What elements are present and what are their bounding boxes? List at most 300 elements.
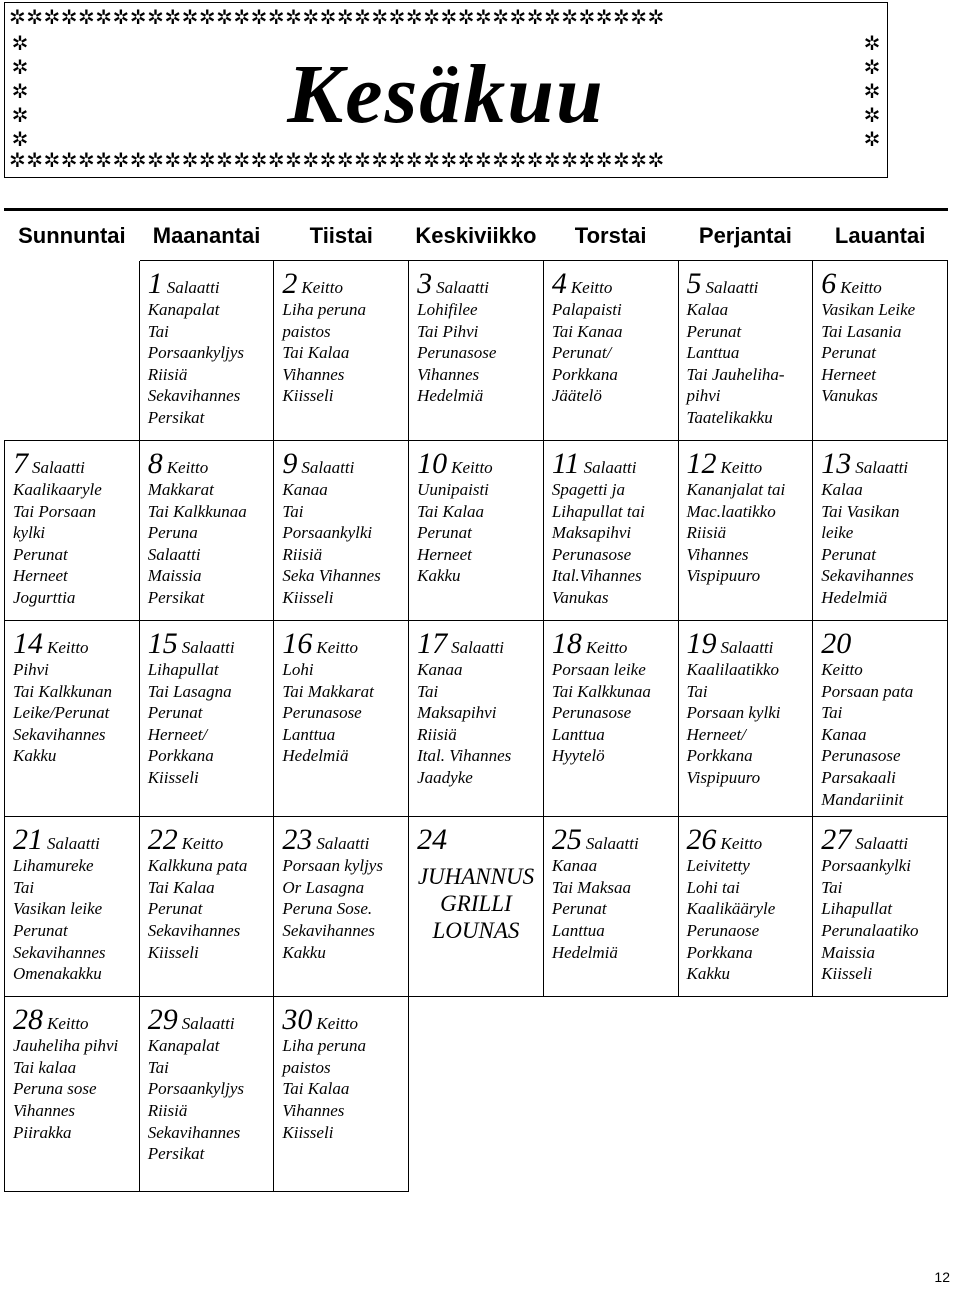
menu-lines bbox=[13, 659, 131, 767]
menu-item: Lanttua bbox=[282, 724, 336, 744]
menu-item: paistos bbox=[282, 321, 331, 341]
day-number: 19 bbox=[686, 627, 717, 660]
empty-day-cell bbox=[678, 997, 813, 1192]
menu-item: Tai Makkarat bbox=[282, 681, 374, 701]
day-cell bbox=[813, 621, 948, 817]
menu-item: Hedelmiä bbox=[821, 587, 888, 607]
menu-lines bbox=[417, 479, 535, 587]
day-number: 3 bbox=[417, 267, 433, 300]
menu-item: Jäätelö bbox=[551, 386, 602, 406]
menu-item: Palapaisti bbox=[551, 300, 622, 319]
day-cell bbox=[5, 817, 140, 997]
menu-item: Riisiä bbox=[147, 1100, 188, 1120]
menu-item: Perunaose bbox=[686, 920, 760, 940]
menu-item: Hedelmiä bbox=[417, 386, 484, 406]
menu-lines bbox=[417, 863, 535, 944]
menu-item: Tai Lasania bbox=[821, 321, 902, 341]
menu-lines bbox=[13, 479, 131, 609]
menu-item: Pihvi bbox=[13, 660, 49, 679]
day-number: 26 bbox=[686, 823, 717, 857]
menu-item: Perunat bbox=[13, 544, 68, 564]
week-row bbox=[5, 817, 948, 997]
day-number: 14 bbox=[13, 627, 43, 660]
weekday-header-row bbox=[5, 212, 948, 261]
day-heading bbox=[417, 269, 535, 299]
menu-lines bbox=[148, 1035, 266, 1165]
day-heading bbox=[687, 825, 805, 855]
menu-item: Vanukas bbox=[551, 587, 609, 607]
weekday-header: Tiistai bbox=[309, 223, 373, 248]
meal-type-label: Salaatti bbox=[166, 278, 220, 297]
day-number: 2 bbox=[282, 267, 298, 300]
menu-item: Porsaankyljys bbox=[147, 343, 245, 363]
day-heading bbox=[821, 629, 939, 659]
menu-item: Kanapalat bbox=[147, 1036, 220, 1056]
day-heading bbox=[282, 629, 400, 659]
menu-item: Kiisseli bbox=[282, 1122, 334, 1142]
day-cell bbox=[274, 817, 409, 997]
menu-item: Porsaankylki bbox=[821, 856, 911, 876]
menu-item: Kananjalat tai bbox=[686, 480, 786, 499]
menu-item: Sekavihannes bbox=[147, 386, 241, 406]
meal-type-label: Keitto bbox=[166, 458, 209, 477]
meal-type-label: Salaatti bbox=[583, 458, 637, 477]
meal-type-label: Keitto bbox=[301, 278, 343, 297]
menu-item: Kanaa bbox=[821, 724, 867, 744]
menu-item: Kiisseli bbox=[147, 767, 199, 787]
weekday-header: Lauantai bbox=[834, 223, 926, 248]
menu-item: Kiisseli bbox=[147, 942, 199, 962]
day-number: 28 bbox=[13, 1003, 43, 1037]
day-heading bbox=[148, 825, 266, 855]
meal-type-label: Keitto bbox=[47, 638, 89, 657]
day-cell bbox=[274, 621, 409, 817]
menu-item: Liha peruna bbox=[282, 1036, 366, 1056]
meal-type-label: Salaatti bbox=[585, 834, 639, 854]
menu-item: Jaadyke bbox=[417, 767, 473, 787]
menu-item: Keitto bbox=[821, 660, 863, 679]
day-heading bbox=[282, 269, 400, 299]
menu-item: Seka Vihannes bbox=[282, 566, 381, 586]
menu-item: Perunalaatiko bbox=[821, 920, 919, 940]
menu-item: Hedelmiä bbox=[282, 746, 349, 766]
day-number: 7 bbox=[13, 447, 28, 480]
menu-item: Mac.laatikko bbox=[686, 501, 776, 521]
menu-lines bbox=[282, 855, 400, 963]
day-heading bbox=[552, 269, 670, 299]
menu-lines bbox=[282, 479, 400, 609]
menu-item: Hyytelö bbox=[551, 746, 605, 766]
day-number: 13 bbox=[821, 447, 852, 480]
decoration-star-icon: ✲ bbox=[11, 55, 29, 79]
menu-item: Kakku bbox=[686, 964, 730, 984]
month-title: Kesäkuu bbox=[287, 48, 605, 141]
menu-item: Kaalikaaryle bbox=[13, 480, 102, 499]
menu-item: Taatelikakku bbox=[686, 407, 773, 427]
menu-item: Leike/Perunat bbox=[13, 703, 110, 723]
menu-item: Jauheliha pihvi bbox=[13, 1036, 119, 1056]
menu-item: Tai bbox=[821, 877, 843, 897]
menu-lines bbox=[282, 1035, 400, 1143]
menu-item: Herneet bbox=[417, 544, 472, 564]
menu-item: Tai Kalaa bbox=[282, 343, 350, 363]
menu-item: Mandariinit bbox=[821, 789, 904, 809]
day-cell bbox=[409, 817, 544, 997]
menu-item: Ital. Vihannes bbox=[417, 746, 512, 766]
menu-item: Tai bbox=[821, 703, 843, 723]
day-heading bbox=[148, 1005, 266, 1035]
day-number: 20 bbox=[821, 627, 852, 660]
menu-item: Tai Maksaa bbox=[551, 877, 632, 897]
day-number: 22 bbox=[147, 823, 178, 857]
day-cell bbox=[139, 621, 274, 817]
menu-lines bbox=[821, 659, 939, 810]
decoration-border-bottom: ✲✲✲✲✲✲✲✲✲✲✲✲✲✲✲✲✲✲✲✲✲✲✲✲✲✲✲✲✲✲✲✲✲✲✲✲✲✲ bbox=[9, 149, 665, 171]
menu-item: Sekavihannes bbox=[147, 1122, 241, 1142]
menu-item: Perunasose bbox=[282, 703, 362, 723]
menu-item: Kalkkuna pata bbox=[147, 856, 248, 876]
decoration-star-icon: ✲ bbox=[11, 127, 29, 151]
day-heading bbox=[148, 269, 266, 299]
header-rule bbox=[4, 208, 948, 211]
day-number: 11 bbox=[551, 447, 580, 480]
menu-item: JUHANNUS bbox=[417, 864, 535, 890]
menu-item: Porsaankylki bbox=[282, 523, 373, 543]
menu-item: Kakku bbox=[417, 566, 461, 586]
day-number: 21 bbox=[13, 823, 43, 857]
menu-item: Riisiä bbox=[417, 724, 457, 744]
menu-item: paistos bbox=[282, 1057, 331, 1077]
menu-item: Vihannes bbox=[686, 544, 749, 564]
meal-type-label: Salaatti bbox=[436, 278, 490, 297]
day-number: 29 bbox=[147, 1003, 178, 1037]
day-cell bbox=[543, 441, 678, 621]
menu-item: Perunasose bbox=[821, 746, 901, 766]
menu-item: GRILLI bbox=[440, 891, 512, 917]
empty-day-cell bbox=[543, 997, 678, 1192]
day-cell bbox=[274, 441, 409, 621]
menu-item: Lihapullat bbox=[821, 899, 893, 919]
menu-lines bbox=[552, 299, 670, 407]
meal-type-label: Keitto bbox=[585, 638, 628, 657]
menu-item: Kanaa bbox=[417, 660, 463, 679]
menu-item: Maksapihvi bbox=[417, 703, 497, 723]
menu-item: Herneet/ bbox=[686, 724, 746, 744]
day-heading bbox=[13, 449, 131, 479]
day-cell bbox=[409, 441, 544, 621]
day-number: 9 bbox=[282, 447, 298, 480]
meal-type-label: Salaatti bbox=[316, 834, 370, 854]
menu-item: kylki bbox=[13, 523, 46, 543]
day-cell bbox=[678, 261, 813, 441]
day-cell bbox=[678, 621, 813, 817]
meal-type-label: Keitto bbox=[570, 278, 613, 297]
menu-item: Lohifilee bbox=[417, 300, 478, 319]
menu-item: Sekavihannes bbox=[147, 920, 241, 940]
day-number: 8 bbox=[147, 447, 163, 480]
day-cell bbox=[139, 997, 274, 1192]
meal-type-label: Keitto bbox=[181, 834, 224, 854]
day-heading bbox=[13, 825, 131, 855]
menu-item: Herneet bbox=[13, 566, 68, 586]
day-number: 5 bbox=[686, 267, 702, 300]
menu-item: Lanttua bbox=[551, 920, 605, 940]
day-heading bbox=[821, 269, 939, 299]
day-number: 1 bbox=[147, 267, 163, 300]
menu-item: Tai bbox=[282, 501, 304, 521]
menu-item: Tai Kalaa bbox=[282, 1079, 350, 1099]
day-cell bbox=[139, 261, 274, 441]
menu-item: Kanaa bbox=[551, 856, 598, 876]
meal-type-label: Keitto bbox=[451, 458, 493, 477]
weekday-header: Sunnuntai bbox=[18, 223, 126, 248]
menu-item: Liha peruna bbox=[282, 300, 366, 319]
menu-item: Perunasose bbox=[417, 343, 497, 363]
menu-lines bbox=[148, 479, 266, 609]
day-cell bbox=[274, 997, 409, 1192]
meal-type-label: Keitto bbox=[316, 1014, 358, 1034]
menu-item: Perunat bbox=[417, 523, 472, 543]
menu-lines bbox=[417, 299, 535, 407]
day-cell bbox=[409, 621, 544, 817]
week-row bbox=[5, 621, 948, 817]
menu-item: Tai Kanaa bbox=[551, 321, 623, 341]
menu-item: Vasikan Leike bbox=[821, 300, 916, 319]
day-cell bbox=[678, 817, 813, 997]
day-heading bbox=[13, 1005, 131, 1035]
menu-item: Makkarat bbox=[147, 480, 214, 499]
menu-lines bbox=[148, 299, 266, 429]
day-cell bbox=[139, 817, 274, 997]
decoration-star-icon: ✲ bbox=[863, 55, 881, 79]
menu-item: Tai bbox=[147, 321, 169, 341]
menu-item: Tai kalaa bbox=[13, 1057, 77, 1077]
menu-lines bbox=[552, 479, 670, 609]
menu-item: Lihamureke bbox=[13, 856, 94, 876]
menu-item: Tai Kalaa bbox=[417, 501, 485, 521]
menu-item: Perunat/ bbox=[551, 343, 612, 363]
menu-item: Porsaan leike bbox=[551, 660, 646, 679]
menu-item: Kakku bbox=[282, 942, 326, 962]
menu-item: Sekavihannes bbox=[282, 920, 375, 940]
menu-item: Perunat bbox=[686, 321, 742, 341]
menu-item: Sekavihannes bbox=[13, 942, 106, 962]
calendar-body bbox=[5, 261, 948, 1192]
day-cell bbox=[678, 441, 813, 621]
weekday-header: Maanantai bbox=[152, 223, 261, 248]
day-heading bbox=[552, 449, 670, 479]
meal-type-label: Salaatti bbox=[181, 1014, 235, 1034]
meal-type-label: Keitto bbox=[47, 1014, 89, 1034]
day-heading bbox=[417, 449, 535, 479]
menu-item: Lanttua bbox=[551, 724, 605, 744]
day-cell bbox=[543, 621, 678, 817]
day-cell bbox=[543, 817, 678, 997]
menu-item: Riisiä bbox=[686, 523, 727, 543]
meal-type-label: Salaatti bbox=[181, 638, 235, 657]
menu-item: Kaalikääryle bbox=[686, 899, 776, 919]
menu-item: Lihapullat bbox=[147, 660, 219, 679]
menu-item: Salaatti bbox=[147, 544, 201, 564]
menu-item: Persikat bbox=[147, 587, 205, 607]
menu-item: Peruna Sose. bbox=[282, 899, 373, 919]
menu-item: Vanukas bbox=[821, 386, 878, 406]
day-heading bbox=[282, 1005, 400, 1035]
menu-item: Kakku bbox=[13, 746, 57, 766]
day-heading bbox=[13, 629, 131, 659]
day-number: 16 bbox=[282, 627, 313, 660]
day-heading bbox=[148, 449, 266, 479]
week-row bbox=[5, 441, 948, 621]
decoration-star-icon: ✲ bbox=[863, 79, 881, 103]
decoration-star-icon: ✲ bbox=[11, 31, 29, 55]
week-row bbox=[5, 997, 948, 1192]
menu-lines bbox=[687, 659, 805, 789]
empty-day-cell bbox=[5, 261, 140, 441]
decoration-star-icon: ✲ bbox=[863, 103, 881, 127]
menu-item: Maksapihvi bbox=[551, 523, 632, 543]
day-number: 10 bbox=[417, 447, 448, 480]
menu-item: Perunat bbox=[13, 920, 68, 940]
menu-item: Tai Kalaa bbox=[147, 877, 215, 897]
day-cell bbox=[409, 261, 544, 441]
menu-item: Spagetti ja bbox=[551, 480, 626, 499]
day-number: 23 bbox=[282, 823, 313, 857]
menu-item: Piirakka bbox=[13, 1122, 72, 1142]
day-cell bbox=[543, 261, 678, 441]
day-cell bbox=[813, 441, 948, 621]
menu-item: Uunipaisti bbox=[417, 480, 489, 499]
menu-item: Porsaankyljys bbox=[147, 1079, 245, 1099]
day-number: 6 bbox=[821, 267, 837, 300]
menu-item: Leivitetty bbox=[686, 856, 750, 876]
page-number: 12 bbox=[934, 1269, 950, 1285]
menu-item: LOUNAS bbox=[432, 918, 520, 944]
menu-item: Porkkana bbox=[551, 364, 618, 384]
menu-lines bbox=[282, 659, 400, 767]
day-heading bbox=[687, 449, 805, 479]
menu-lines bbox=[282, 299, 400, 407]
menu-item: Perunat bbox=[147, 899, 203, 919]
menu-item: Porsaan kylki bbox=[686, 703, 781, 723]
empty-day-cell bbox=[409, 997, 544, 1192]
day-number: 25 bbox=[551, 823, 582, 857]
day-cell bbox=[274, 261, 409, 441]
meal-type-label: Salaatti bbox=[451, 638, 505, 657]
menu-item: Kalaa bbox=[821, 480, 863, 499]
menu-calendar bbox=[4, 212, 948, 1192]
menu-item: Porsaan pata bbox=[821, 681, 914, 701]
menu-item: Perunat bbox=[821, 544, 876, 564]
meal-type-label: Salaatti bbox=[32, 458, 85, 477]
weekday-header: Perjantai bbox=[698, 223, 792, 248]
menu-lines bbox=[13, 855, 131, 985]
menu-lines bbox=[552, 855, 670, 963]
empty-day-cell bbox=[813, 997, 948, 1192]
menu-item: leike bbox=[821, 523, 854, 543]
day-heading bbox=[821, 825, 939, 855]
menu-lines bbox=[687, 855, 805, 985]
menu-item: Perunat bbox=[147, 703, 203, 723]
menu-item: Vasikan leike bbox=[13, 899, 103, 919]
day-number: 24 bbox=[417, 823, 448, 857]
menu-lines bbox=[821, 855, 939, 985]
menu-lines bbox=[417, 659, 535, 789]
menu-item: Riisiä bbox=[147, 364, 188, 384]
menu-item: Porsaan kyljys bbox=[282, 856, 383, 876]
day-heading bbox=[417, 825, 535, 855]
menu-item: Tai Porsaan bbox=[13, 501, 96, 521]
menu-item: Sekavihannes bbox=[821, 566, 914, 586]
day-cell bbox=[5, 441, 140, 621]
menu-item: Jogurttia bbox=[13, 587, 76, 607]
menu-item: Riisiä bbox=[282, 544, 323, 564]
day-heading bbox=[417, 629, 535, 659]
meal-type-label: Salaatti bbox=[855, 834, 909, 854]
menu-item: Vihannes bbox=[282, 364, 345, 384]
meal-type-label: Salaatti bbox=[855, 458, 909, 477]
meal-type-label: Keitto bbox=[720, 834, 763, 854]
meal-type-label: Salaatti bbox=[47, 834, 100, 854]
day-number: 30 bbox=[282, 1003, 313, 1037]
menu-item: Herneet bbox=[821, 364, 876, 384]
menu-item: Kiisseli bbox=[282, 386, 334, 406]
title-banner bbox=[4, 2, 888, 178]
menu-item: Vihannes bbox=[282, 1100, 345, 1120]
meal-type-label: Keitto bbox=[720, 458, 763, 477]
menu-item: Perunasose bbox=[551, 703, 632, 723]
menu-item: Vispipuuro bbox=[686, 566, 761, 586]
menu-item: Kanapalat bbox=[147, 300, 220, 319]
decoration-star-icon: ✲ bbox=[863, 31, 881, 55]
menu-lines bbox=[687, 299, 805, 429]
decoration-star-icon: ✲ bbox=[863, 127, 881, 151]
menu-item: Kalaa bbox=[686, 300, 729, 319]
menu-lines bbox=[148, 855, 266, 963]
menu-item: Perunat bbox=[821, 343, 876, 363]
meal-type-label: Salaatti bbox=[720, 638, 774, 657]
day-number: 17 bbox=[417, 627, 448, 660]
day-number: 27 bbox=[821, 823, 852, 857]
day-heading bbox=[148, 629, 266, 659]
menu-item: Kanaa bbox=[282, 480, 328, 499]
day-number: 4 bbox=[551, 267, 567, 300]
menu-item: Tai Lasagna bbox=[147, 681, 232, 701]
menu-item: Vispipuuro bbox=[686, 767, 761, 787]
menu-item: Persikat bbox=[147, 407, 205, 427]
menu-item: Lihapullat tai bbox=[551, 501, 645, 521]
day-heading bbox=[687, 269, 805, 299]
menu-item: Persikat bbox=[147, 1144, 205, 1164]
weekday-header: Torstai bbox=[574, 223, 647, 248]
menu-item: Tai bbox=[147, 1057, 169, 1077]
day-heading bbox=[552, 629, 670, 659]
menu-item: Tai bbox=[13, 877, 35, 897]
menu-item: Tai Kalkkunaa bbox=[551, 681, 651, 701]
day-number: 15 bbox=[147, 627, 178, 660]
menu-item: Lohi bbox=[282, 660, 314, 679]
week-row bbox=[5, 261, 948, 441]
decoration-star-icon: ✲ bbox=[11, 79, 29, 103]
meal-type-label: Keitto bbox=[316, 638, 358, 657]
menu-item: Sekavihannes bbox=[13, 724, 106, 744]
menu-lines bbox=[148, 659, 266, 789]
menu-item: Lohi tai bbox=[686, 877, 740, 897]
day-heading bbox=[552, 825, 670, 855]
menu-item: Tai Kalkkunaa bbox=[147, 501, 247, 521]
menu-item: Parsakaali bbox=[821, 767, 896, 787]
menu-item: Kiisseli bbox=[821, 964, 873, 984]
